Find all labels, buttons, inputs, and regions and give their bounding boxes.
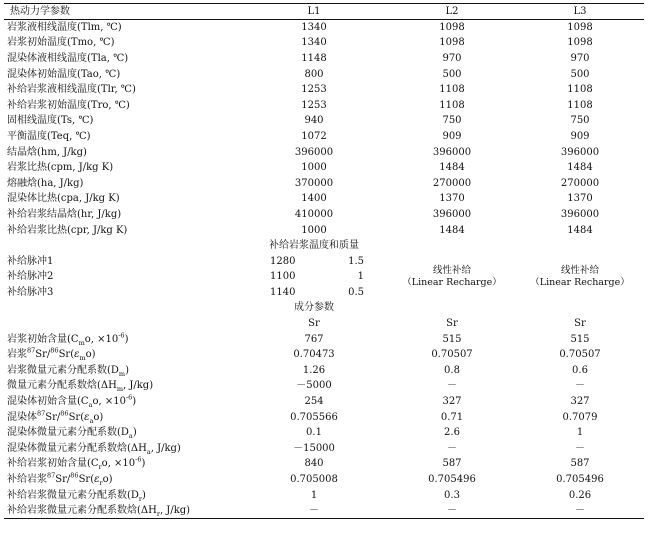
row-label: 微量元素分配系数焓($\Delta H_m$, J/kg) [7,380,154,394]
cell-l2: 270000 [432,177,472,189]
row-label: 补给脉冲1 [7,255,54,267]
cell-l1: －15000 [293,442,335,454]
cell-l3: 270000 [560,177,600,189]
cell-l3: 0.6 [572,364,588,376]
cell-l1: 1400 [301,193,327,205]
table-row [4,144,644,160]
row-label: 岩浆比热(cpm, J/kg K) [7,162,114,174]
recharge-temp-mass [240,269,388,285]
row-label: 补给岩浆微量元素分配系数$(D_r)$ [7,489,146,503]
element-l3: Sr [574,318,586,330]
table-row [4,66,644,82]
row-label: 补给岩浆比热(cpr, J/kg K) [7,224,128,236]
linear-recharge-cn: 线性补给 [560,264,599,276]
cell-l1: 0.705008 [290,474,338,486]
table-header [4,4,644,20]
cell-l2: 500 [442,68,462,80]
row-label: 补给岩浆初始温度(Tro, ℃) [7,99,130,111]
table-row [4,441,644,457]
linear-recharge-en: （Linear Recharge） [530,276,630,288]
cell-l1: 410000 [294,208,334,220]
thermodynamic-parameter-table [4,3,644,519]
cell-l3: 1370 [567,193,593,205]
table-body [4,20,644,519]
cell-l1: 396000 [294,146,334,158]
section-row [4,300,644,316]
header-l3: L3 [516,4,644,20]
cell-l2: 327 [442,396,462,408]
composition-section-title: 成分参数 [294,302,334,314]
cell-l1: －5000 [296,380,332,392]
row-label: 平衡温度(Teq, ℃) [7,130,91,142]
cell-l2: 1098 [439,37,465,49]
element-l2: Sr [446,318,458,330]
cell-l2: 1108 [439,99,465,111]
recharge-mass: 0.5 [348,286,364,298]
cell-l1: 1340 [301,37,327,49]
cell-l2: 0.705496 [428,474,476,486]
cell-l3: 1484 [567,224,593,236]
cell-l1: 1253 [301,84,327,96]
cell-l1: 1000 [301,162,327,174]
row-label: 混染体微量元素分配系数$(D_a)$ [7,427,137,441]
row-label: 熔融焓(ha, J/kg) [7,177,84,189]
row-label: 混染体$^{87}Sr/^{86}Sr(\varepsilon_ao)$ [7,409,104,425]
cell-l3: 1098 [567,37,593,49]
cell-l3: 587 [570,458,590,470]
cell-l2: 2.6 [444,427,460,439]
cell-l3: 750 [570,115,590,127]
row-label: 补给岩浆微量元素分配系数焓($\Delta H_r$, J/kg) [4,503,240,519]
row-label: 岩浆$^{87}Sr/^{86}Sr(\varepsilon_mo)$ [7,346,96,363]
cell-l2: － [447,380,457,392]
cell-l3: 327 [570,396,590,408]
cell-l2: 0.8 [444,364,460,376]
row-label: 补给脉冲3 [7,286,54,298]
cell-l2: 0.3 [444,489,460,501]
row-label: 混染体初始含量($C_ao$, $\times 10^{-6}$) [7,393,137,410]
section-row [4,238,644,254]
table-row [4,394,644,410]
cell-l1: 0.705566 [290,411,338,423]
table-row [4,363,644,379]
cell-l2: 1098 [439,22,465,34]
cell-l3: 970 [570,52,590,64]
header-param: 热动力学参数 [4,4,240,20]
cell-l1: 1340 [301,22,327,34]
cell-l3: 500 [570,68,590,80]
table-row [4,487,644,503]
row-label: 混染体比热(cpa, J/kg K) [7,193,120,205]
cell-l3: 1 [576,427,584,439]
row-label: 混染体微量元素分配系数焓($\Delta H_a$, J/kg) [7,442,181,456]
cell-l1: 0.1 [306,427,322,439]
recharge-temp-mass [240,253,388,269]
cell-l1: 767 [304,333,324,345]
cell-l2: 1108 [439,84,465,96]
table-row [4,253,644,269]
row-label: 混染体初始温度(Tao, ℃) [7,68,121,80]
cell-l2: 0.70507 [431,349,473,361]
cell-l3: 396000 [560,208,600,220]
table-row [4,129,644,145]
table-row [4,472,644,488]
row-label: 岩浆液相线温度(Tlm, ℃) [7,22,122,34]
cell-l2: 1370 [439,193,465,205]
row-label: 岩浆微量元素分配系数$(D_m)$ [7,364,129,378]
cell-l2: － [447,442,457,454]
header-l2: L2 [388,4,516,20]
table-row [4,207,644,223]
cell-l1: 1.26 [302,364,326,376]
cell-l1: 940 [304,115,324,127]
cell-l3: 0.7079 [562,411,598,423]
cell-l3: 1108 [567,84,593,96]
cell-l2: 0.71 [440,411,464,423]
table-row [4,160,644,176]
cell-l1: 1 [310,489,318,501]
cell-l1: 1148 [301,52,327,64]
cell-l2: 1484 [439,162,465,174]
row-label: 岩浆初始温度(Tmo, ℃) [7,37,115,49]
recharge-section-title: 补给岩浆温度和质量 [269,240,359,252]
cell-l1: 254 [304,396,324,408]
table-row [4,222,644,238]
table-row [4,175,644,191]
table-row [4,378,644,394]
table-row [4,503,644,519]
cell-l1: 1072 [301,130,327,142]
cell-l3: 0.26 [568,489,592,501]
cell-l2: 1484 [439,224,465,236]
table-row [4,191,644,207]
row-label: 岩浆初始含量($C_mo$, $\times 10^{-6}$) [7,331,129,347]
table-row [4,20,644,36]
row-label: 结晶焓(hm, J/kg) [7,146,87,158]
table-row [4,331,644,347]
cell-l1: 370000 [294,177,334,189]
table-row [4,409,644,425]
cell-l3: 1484 [567,162,593,174]
table-row [4,456,644,472]
table-row [4,113,644,129]
cell-l1: － [240,503,388,519]
row-label: 补给岩浆$^{87}Sr/^{86}Sr(\varepsilon_ro)$ [7,471,113,488]
cell-l3: － [516,503,644,519]
recharge-temp: 1280 [270,255,296,267]
cell-l1: 1000 [301,224,327,236]
recharge-mass: 1 [357,271,364,283]
table-row [4,425,644,441]
cell-l3: 1098 [567,22,593,34]
row-label: 补给岩浆液相线温度(Tlr, ℃) [7,84,136,96]
row-label: 补给脉冲2 [7,271,54,283]
cell-l1: 840 [304,458,324,470]
cell-l2: 970 [442,52,462,64]
table-row [4,51,644,67]
cell-l2: 515 [442,333,462,345]
element-row [4,316,644,332]
recharge-mass: 1.5 [348,255,364,267]
recharge-temp-mass [240,285,388,301]
cell-l3: － [575,380,585,392]
cell-l3: 0.70507 [559,349,601,361]
cell-l3: 0.705496 [556,474,604,486]
row-label: 固相线温度(Ts, ℃) [7,115,94,127]
table-row [4,97,644,113]
cell-l3: 1108 [567,99,593,111]
cell-l2: 909 [442,130,462,142]
cell-l2: － [388,503,516,519]
cell-l1: 1253 [301,99,327,111]
cell-l2: 587 [442,458,462,470]
linear-recharge-en: （Linear Recharge） [402,276,502,288]
linear-recharge-l2 [388,253,516,300]
table-row [4,347,644,363]
cell-l1: 0.70473 [293,349,335,361]
cell-l2: 396000 [432,208,472,220]
table-row [4,35,644,51]
recharge-temp: 1140 [270,286,296,298]
cell-l3: 396000 [560,146,600,158]
cell-l3: 515 [570,333,590,345]
row-label: 补给岩浆初始含量($C_ro$, $\times 10^{-6}$) [7,456,146,472]
cell-l1: 800 [304,68,324,80]
linear-recharge-l3 [516,253,644,300]
element-l1: Sr [308,318,320,330]
recharge-temp: 1100 [270,271,296,283]
table-row [4,82,644,98]
cell-l3: 909 [570,130,590,142]
row-label: 补给岩浆结晶焓(hr, J/kg) [7,208,122,220]
cell-l2: 750 [442,115,462,127]
header-l1: L1 [240,4,388,20]
linear-recharge-cn: 线性补给 [432,264,471,276]
cell-l2: 396000 [432,146,472,158]
cell-l3: － [575,442,585,454]
row-label: 混染体液相线温度(Tla, ℃) [7,52,129,64]
